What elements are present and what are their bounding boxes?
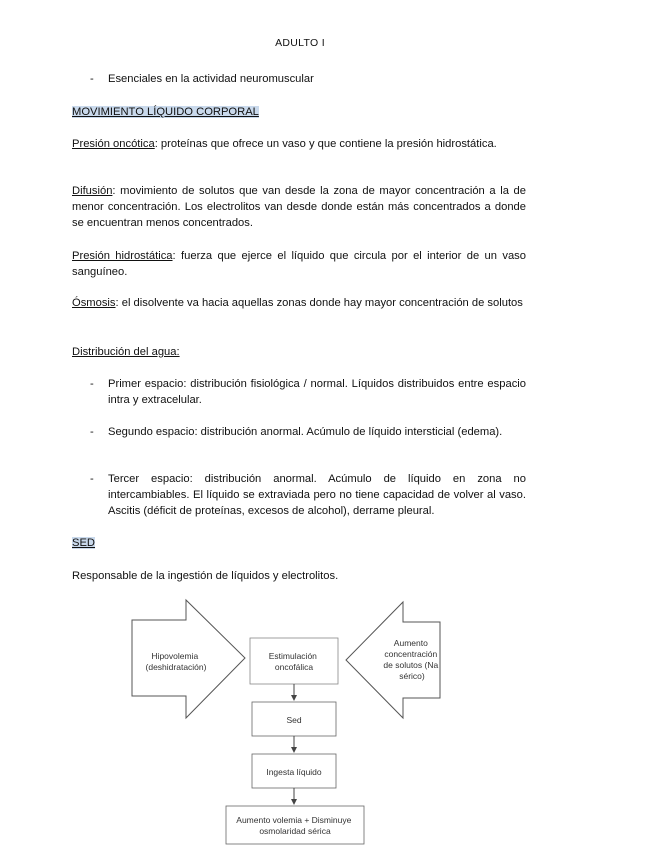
list-item: - Primer espacio: distribución fisiológica / normal. Líquidos distribuidos entre espacio intra y extracelular.	[90, 378, 526, 406]
list-item: - Tercer espacio: distribución anormal. Acúmulo de líquido en zona no intercambiables. El líquido se extraviada pero no tiene capacidad de volver al vaso. Ascitis (déficit de proteínas, excesos de alcohol), derrame pleural.	[90, 473, 526, 517]
list-item: - Esenciales en la actividad neuromuscular	[90, 71, 526, 87]
center-top-box	[250, 638, 338, 684]
section-title-sed: SED	[72, 537, 96, 549]
sed-box-text: Sed	[286, 715, 302, 725]
water-distribution-title: Distribución del agua:	[72, 346, 180, 358]
ingesta-box-text: Ingesta líquido	[266, 767, 322, 777]
definition-presion-hidrostatica: Presión hidrostática: fuerza que ejerce el líquido que circula por el interior de un vaso sanguíneo.	[72, 250, 526, 278]
list-item: - Segundo espacio: distribución anormal. Acúmulo de líquido intersticial (edema).	[90, 426, 503, 438]
top-bullet-text: Esenciales en la actividad neuromuscular	[108, 73, 314, 85]
right-arrow-text: Aumento concentración de solutos (Na sérico)	[383, 638, 439, 681]
definition-difusion: Difusión: movimiento de solutos que van desde la zona de mayor concentración a la de menor concentración. Los electrolitos van desde donde están más concentrados a donde se encuentran menos concentrados.	[72, 185, 526, 229]
sed-description: Responsable de la ingestión de líquidos y electrolitos.	[72, 570, 339, 582]
final-box	[226, 806, 364, 844]
definition-osmosis: Ósmosis: el disolvente va hacia aquellas zonas donde hay mayor concentración de solutos	[72, 297, 523, 309]
sed-flow-diagram	[0, 590, 655, 850]
definition-presion-oncotica: Presión oncótica: proteínas que ofrece un vaso y que contiene la presión hidrostática.	[72, 138, 497, 150]
section-title-movimiento: MOVIMIENTO LÍQUIDO CORPORAL	[72, 106, 259, 118]
center-top-text: Estimulación oncofálica	[268, 651, 317, 672]
page-header: ADULTO I	[275, 37, 325, 49]
left-arrow-text: Hipovolemia (deshidratación)	[145, 651, 207, 672]
final-box-text: Aumento volemia + Disminuye osmolaridad sérica	[236, 815, 352, 836]
